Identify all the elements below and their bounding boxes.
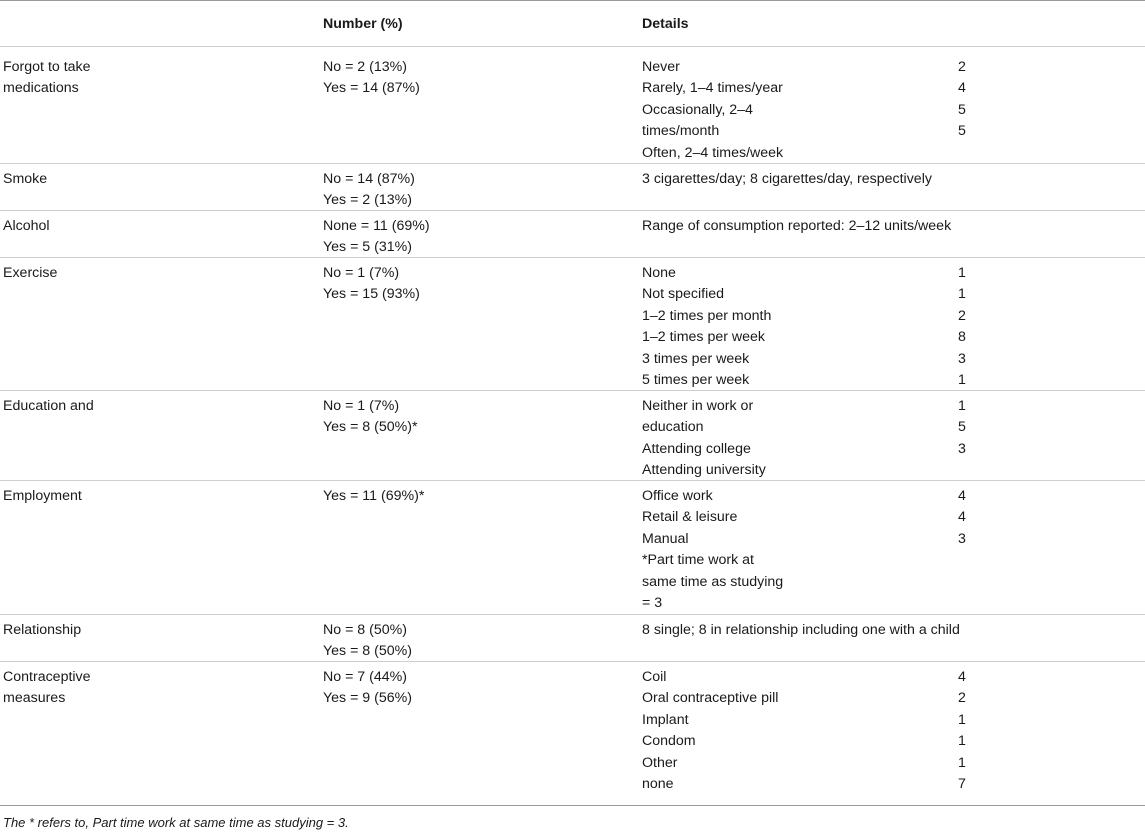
row-number-line: Yes = 9 (56%) bbox=[323, 690, 412, 707]
row-counts-line: 1 bbox=[958, 754, 966, 771]
row-counts-line: 3 bbox=[958, 530, 966, 547]
row-number-line: Yes = 2 (13%) bbox=[323, 192, 412, 209]
row-number bbox=[323, 57, 623, 100]
row-label-line: Contraceptive bbox=[3, 669, 91, 685]
row-label-line: Employment bbox=[3, 488, 82, 504]
row-number-line: None = 11 (69%) bbox=[323, 218, 430, 234]
row-details-line: Oral contraceptive pill bbox=[642, 690, 779, 707]
row-number bbox=[323, 486, 623, 507]
row-counts-line: 1 bbox=[958, 286, 966, 303]
row-label-line: Education and bbox=[3, 398, 94, 414]
row-number-line: Yes = 8 (50%)* bbox=[323, 419, 418, 436]
row-label bbox=[3, 620, 303, 641]
row-label-line: Exercise bbox=[3, 265, 58, 281]
row-counts-line: 2 bbox=[958, 690, 966, 707]
row-details-line: Often, 2–4 times/week bbox=[642, 144, 784, 161]
row-details-line: Coil bbox=[642, 669, 667, 685]
row-counts-line: 3 bbox=[958, 440, 966, 457]
row-number-line: No = 8 (50%) bbox=[323, 622, 407, 638]
row-details-line: Manual bbox=[642, 530, 689, 547]
row-details bbox=[642, 263, 942, 391]
row-counts bbox=[958, 486, 998, 550]
row-counts-line: 1 bbox=[958, 398, 966, 414]
row-number-line: No = 7 (44%) bbox=[323, 669, 407, 685]
row-details bbox=[642, 486, 942, 614]
row-number bbox=[323, 169, 623, 212]
row-number-line: No = 14 (87%) bbox=[323, 171, 415, 187]
row-number-line: No = 2 (13%) bbox=[323, 59, 407, 75]
row-label bbox=[3, 667, 303, 710]
row-counts-line: 2 bbox=[958, 307, 966, 324]
table-header bbox=[0, 10, 1145, 44]
row-details-line: Condom bbox=[642, 733, 696, 750]
header-rule bbox=[0, 46, 1145, 47]
row-number-line: Yes = 14 (87%) bbox=[323, 80, 420, 97]
row-details-line: Not specified bbox=[642, 286, 725, 303]
row-details-line: Never bbox=[642, 59, 680, 75]
row-details-line: none bbox=[642, 776, 674, 793]
row-details bbox=[642, 620, 960, 641]
row-number-line: Yes = 5 (31%) bbox=[323, 239, 412, 256]
row-counts-line: 4 bbox=[958, 669, 966, 685]
row-details-line: Neither in work or bbox=[642, 398, 754, 414]
row-number bbox=[323, 667, 623, 710]
row-separator bbox=[0, 163, 1145, 164]
row-counts-line: 5 bbox=[958, 123, 966, 140]
row-number-line: No = 1 (7%) bbox=[323, 265, 400, 281]
row-counts bbox=[958, 396, 998, 460]
row-details bbox=[642, 216, 952, 237]
row-number bbox=[323, 216, 623, 259]
row-counts-line: 7 bbox=[958, 776, 966, 793]
row-details-line: Other bbox=[642, 754, 678, 771]
row-label bbox=[3, 396, 303, 417]
row-details-line: same time as studying bbox=[642, 573, 784, 590]
row-number-line: No = 1 (7%) bbox=[323, 398, 400, 414]
row-number bbox=[323, 263, 623, 306]
header-number: Number (%) bbox=[323, 16, 403, 32]
row-details-line: 3 cigarettes/day; 8 cigarettes/day, respectively bbox=[642, 171, 932, 187]
row-label-line: Alcohol bbox=[3, 218, 50, 234]
row-details-line: Range of consumption reported: 2–12 units/week bbox=[642, 218, 952, 234]
row-label bbox=[3, 169, 303, 190]
row-details-line: 1–2 times per week bbox=[642, 329, 766, 346]
row-details-line: times/month bbox=[642, 123, 720, 140]
row-counts-line: 1 bbox=[958, 711, 966, 728]
row-details-line: Implant bbox=[642, 711, 689, 728]
row-details-line: Retail & leisure bbox=[642, 509, 738, 526]
row-details-line: = 3 bbox=[642, 595, 663, 612]
row-counts bbox=[958, 667, 998, 795]
row-details-line: Attending college bbox=[642, 440, 751, 457]
row-label-line: Forgot to take bbox=[3, 59, 91, 75]
row-details-line: None bbox=[642, 265, 676, 281]
row-details-line: *Part time work at bbox=[642, 552, 754, 569]
row-details bbox=[642, 667, 942, 795]
row-details bbox=[642, 57, 942, 164]
row-label bbox=[3, 216, 303, 237]
row-separator bbox=[0, 661, 1145, 662]
row-counts-line: 1 bbox=[958, 265, 966, 281]
row-counts-line: 4 bbox=[958, 509, 966, 526]
row-separator bbox=[0, 390, 1145, 391]
row-counts-line: 5 bbox=[958, 101, 966, 118]
row-separator bbox=[0, 257, 1145, 258]
table-bottom-rule bbox=[0, 805, 1145, 806]
row-counts-line: 3 bbox=[958, 350, 966, 367]
row-details-line: 5 times per week bbox=[642, 372, 750, 389]
row-label bbox=[3, 263, 303, 284]
header-details: Details bbox=[642, 16, 689, 32]
table-top-rule bbox=[0, 0, 1145, 1]
row-number-line: Yes = 11 (69%)* bbox=[323, 488, 425, 504]
row-details-line: Occasionally, 2–4 bbox=[642, 101, 753, 118]
row-details-line: Attending university bbox=[642, 462, 766, 479]
row-details bbox=[642, 169, 942, 190]
row-label-line: Relationship bbox=[3, 622, 82, 638]
row-number bbox=[323, 620, 623, 663]
row-counts bbox=[958, 57, 998, 143]
row-label-line: Smoke bbox=[3, 171, 48, 187]
row-details bbox=[642, 396, 942, 482]
row-label bbox=[3, 57, 303, 100]
row-counts-line: 1 bbox=[958, 733, 966, 750]
row-separator bbox=[0, 210, 1145, 211]
table-footnote: The * refers to, Part time work at same time as studying = 3. bbox=[3, 815, 349, 830]
row-counts-line: 1 bbox=[958, 372, 966, 389]
row-counts-line: 2 bbox=[958, 59, 966, 75]
row-label-line: medications bbox=[3, 80, 79, 97]
row-separator bbox=[0, 480, 1145, 481]
row-counts-line: 5 bbox=[958, 419, 966, 436]
row-counts bbox=[958, 263, 998, 391]
row-separator bbox=[0, 614, 1145, 615]
row-label bbox=[3, 486, 303, 507]
row-counts-line: 8 bbox=[958, 329, 966, 346]
row-counts-line: 4 bbox=[958, 488, 966, 504]
row-label-line: measures bbox=[3, 690, 66, 707]
row-details-line: education bbox=[642, 419, 704, 436]
row-details-line: 1–2 times per month bbox=[642, 307, 772, 324]
row-details-line: 8 single; 8 in relationship including one with a child bbox=[642, 622, 960, 638]
row-number bbox=[323, 396, 623, 439]
row-details-line: 3 times per week bbox=[642, 350, 750, 367]
row-number-line: Yes = 8 (50%) bbox=[323, 643, 412, 660]
row-number-line: Yes = 15 (93%) bbox=[323, 286, 420, 303]
row-counts-line: 4 bbox=[958, 80, 966, 97]
row-details-line: Office work bbox=[642, 488, 713, 504]
row-details-line: Rarely, 1–4 times/year bbox=[642, 80, 783, 97]
